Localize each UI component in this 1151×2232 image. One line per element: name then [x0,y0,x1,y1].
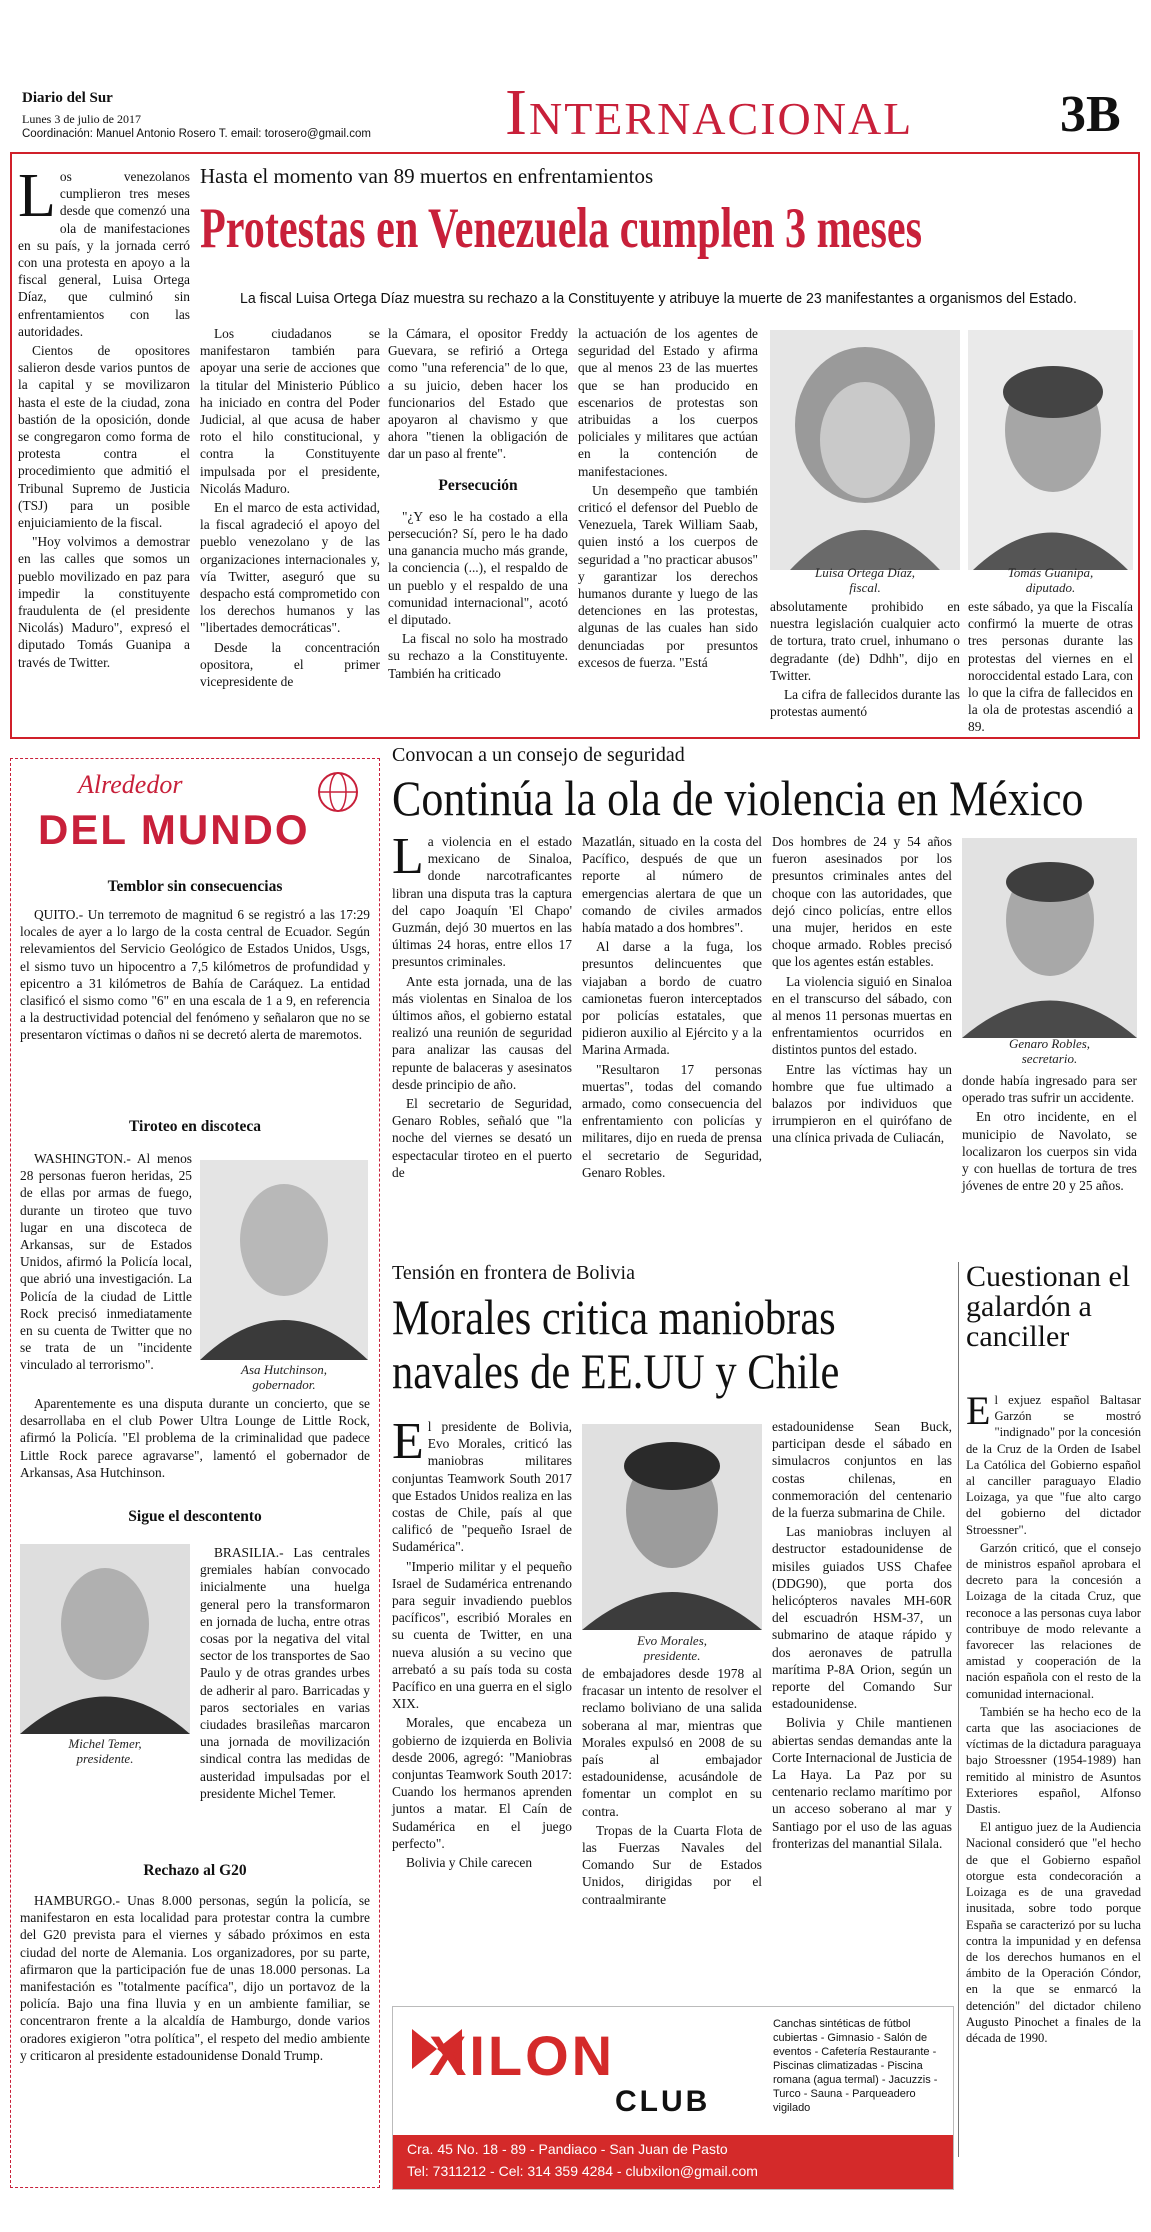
photo-genaro-robles [962,838,1137,1038]
paragraph: WASHINGTON.- Al menos 28 personas fueron heridas, 25 de ellas por armas de fuego, durante un tiroteo que tuvo lugar en una discoteca de Arkansas, sur de Estados Unidos, afirmó la Policía local, que abrió una investigación. La Policía de la ciudad de Little Rock precisó inmediatamente en su cuenta de Twitter que no se trata de un "incidente vinculado al terrorismo". [20,1151,192,1373]
mundo-s2-body [20,1150,192,1376]
bolivia-headline-line1: Morales critica maniobras [392,1289,836,1345]
venezuela-kicker: Hasta el momento van 89 muertos en enfrentamientos [200,164,654,188]
mexico-col2 [582,833,762,1183]
dropcap: L [392,828,424,885]
portrait-man-icon [962,838,1137,1038]
paragraph: Garzón criticó, que el consejo de ministros español aprobara el decreto para la concesión a Loizaga de la citada Cruz, que reconoce a las personas cuya labor contribuye de modo relevante a favorecer las relaciones de amistad y cooperación de la nación española con el resto de la comunidad internacional. [966,1540,1141,1701]
page-number: 3B [1060,86,1121,143]
venezuela-col3 [388,325,568,684]
dropcap: E [966,1388,991,1433]
paragraph: BRASILIA.- Las centrales gremiales habían convocado inicialmente una huelga general pero la transformaron en jornada de lucha, entre otras cosas por la negativa del vital sector de los transportes de Sao Paulo y de otras grandes urbes de adherir al paro. Barricadas y paros sectoriales en varias ciudades brasileñas marcaron una jornada de movilización sindical contra las medidas de austeridad impulsadas por el presidente Michel Temer. [200,1545,370,1801]
caption-role: presidente. [643,1648,701,1663]
caption-name: Tomás Guanipa, [1007,565,1094,580]
venezuela-col4 [578,325,758,673]
caption-asa-hutchinson [200,1362,368,1392]
caption-name: Michel Temer, [68,1736,142,1751]
canciller-headline: Cuestionan el galardón a canciller [966,1260,1131,1353]
xilon-brand-sub: CLUB [615,2085,711,2118]
xilon-address-bar [393,2135,953,2189]
bolivia-kicker: Tensión en frontera de Bolivia [392,1262,635,1284]
column-rule [958,1262,959,2157]
section-title: Internacional [505,76,914,149]
paragraph: la Cámara, el opositor Freddy Guevara, se refirió a Ortega como "una referencia" de lo que, a su juicio, deben hacer los funcionarios del Estado que apoyaron al chavismo y que ahora "tienen la obligación de dar un paso al frente". [388,326,568,462]
mexico-col1 [392,828,572,1183]
coordination-line: Coordinación: Manuel Antonio Rosero T. email: torosero@gmail.com [22,128,371,140]
paragraph: "¿Y eso le ha costado a ella persecución? Sí, pero le ha dado una ganancia mucho más grande, la conciencia (...), el respaldo de un pueblo y el respaldo de una comunidad internacional", acotó el diputado. [388,508,568,628]
paragraph: l presidente de Bolivia, Evo Morales, criticó las maniobras militares conjuntas Teamwork South 2017 que Estados Unidos realiza en las costas de Chile, país al que calificó de "pequeño Israel de Sudamérica". [392,1419,572,1555]
globe-icon [316,770,360,814]
venezuela-headline: Protestas en Venezuela cumplen 3 meses [200,197,923,260]
photo-tomas-guanipa [968,330,1133,570]
venezuela-deck: La fiscal Luisa Ortega Díaz muestra su rechazo a la Constituyente y atribuye la muerte de 23 manifestantes a organismos del Estado. [240,290,1077,307]
caption-role: gobernador. [252,1377,316,1392]
caption-name: Asa Hutchinson, [241,1362,327,1377]
photo-evo-morales [582,1424,762,1630]
paragraph: El antiguo juez de la Audiencia Nacional consideró que "el hecho de que el Gobierno español otorgue esta condecoración a Loizaga es de una gravedad inusitada, sobre todo porque España se caracterizó por su lucha contra la impunidad y en defensa de los derechos humanos en el ámbito de la Operación Cóndor, en la que se enmarcó la detención" del dictador chileno Augusto Pinochet a finales de la década de 1990. [966,1820,1141,2045]
paragraph: Ante esta jornada, una de las más violentas en Sinaloa de los últimos años, el gobierno estatal realizó una reunión de seguridad para analizar las causas del repunte de balaceras y asesinatos desde principio de año. [392,973,572,1092]
paragraph: de embajadores desde 1978 al fracasar un intento de resolver el reclamo boliviano de una salida soberana al mar, mientras que Morales expulsó en 2008 de su país al embajador estadounidense, acusándole de fomentar un complot en su contra. [582,1666,762,1819]
paragraph: La cifra de fallecidos durante las protestas aumentó [770,687,960,720]
mundo-s4-title: Rechazo al G20 [143,1862,247,1879]
paragraph: este sábado, ya que la Fiscalía confirmó la muerte de otras tres personas durante las protestas del viernes en el noroccidental estado Lara, con lo que la cifra de fallecidos en la ola de protestas ascendió a 89. [968,599,1133,735]
mundo-logo-bottom: DEL MUNDO [38,806,310,853]
bolivia-col3 [772,1418,952,1854]
paragraph: Mazatlán, situado en la costa del Pacífico, después de que un reporte al número de emergencias alertara de que un comando de civiles armados había matado a dos hombres". [582,834,762,936]
venezuela-col6 [968,598,1133,738]
xilon-brand: XILON [429,2024,616,2087]
dropcap: L [18,162,56,230]
mexico-col4 [962,1072,1137,1196]
venezuela-col5 [770,598,960,722]
paragraph: HAMBURGO.- Unas 8.000 personas, según la policía, se manifestaron en esta localidad para protestar contra la cumbre del G20 prevista para el viernes y sábado próximos en esta ciudad del norte de Alemania. Los organizadores, por su parte, afirmaron que la participación fue de unas 18.000 personas. La manifestación es "totalmente pacífica", dijo un portavoz de la policía. Bajo una fina lluvia y en un ambiente familiar, se concentraron frente a la alcaldía de Hamburgo, donde varios oradores exigieron "otra política", el respeto del medio ambiente y criticaron al presidente estadounidense Donald Trump. [20,1893,370,2063]
paragraph: También se ha hecho eco de la carta que las asociaciones de víctimas de la dictadura paraguaya bajo Stroessner (1954-1989) han remitido al ministro de Asuntos Exteriores español, Alfonso Dastis. [966,1704,1141,1817]
paragraph: Un desempeño que también criticó el defensor del Pueblo de Venezuela, Tarek William Saab, quien instó a los cuerpos de seguridad a "no practicar abusos" y garantizar los derechos humanos durante y luego de las detenciones en las protestas, algunas de las cuales han sido denunciadas por presuntos excesos de fuerza. "Está [578,482,758,670]
paragraph: a violencia en el estado mexicano de Sinaloa, donde narcotraficantes libran una disputa tras la captura del capo Joaquín 'El Chapo' Guzmán, dejó 30 muertos en las últimas 24 horas, entre ellos 17 presuntos criminales. [392,834,572,970]
mundo-s4-body [20,1892,370,2066]
paragraph: absolutamente prohibido en nuestra legislación cualquier acto de tortura, trato cruel, inhumano o degradante (de) Ddhh", dijo en Twitter. [770,599,960,683]
paragraph: Cientos de opositores salieron desde varios puntos de la capital y se movilizaron hasta el este de la ciudad, zona bastión de la oposición, donde se congregaron como forma de protesta contra el procedimiento que admitió el Tribunal Supremo de Justicia (TSJ) para un posible enjuiciamiento de la fiscal. [18,343,190,531]
caption-role: diputado. [1025,580,1076,595]
paragraph: donde había ingresado para ser operado tras sufrir un accidente. [962,1073,1137,1106]
issue-date: Lunes 3 de julio de 2017 [22,112,141,126]
paragraph: os venezolanos cumplieron tres meses desde que comenzó una ola de manifestaciones en su país, y la jornada cerró con una protesta en apoyo a la fiscal general, Luisa Ortega Díaz, que culminó sin enfrentamientos con las autoridades. [18,169,190,339]
caption-genaro-robles [962,1036,1137,1066]
paragraph: "Resultaron 17 personas muertas", todas del comando armado, como consecuencia del enfrentamiento con policías y militares, dijo en rueda de prensa el secretario de Seguridad, Genaro Robles. [582,1061,762,1180]
canciller-body [966,1388,1141,2048]
venezuela-col2 [200,325,380,692]
paragraph: Entre las víctimas hay un hombre que fue ultimado a balazos por individuos que irrumpieron en el quirófano de una clínica privada de Culiacán, [772,1061,952,1146]
photo-asa-hutchinson [200,1160,368,1360]
caption-role: secretario. [1021,1051,1078,1066]
portrait-man-icon [968,330,1133,570]
photo-luisa-ortega [770,330,960,570]
portrait-man-icon [200,1160,368,1360]
xilon-services: Canchas sintéticas de fútbol cubiertas - Gimnasio - Salón de eventos - Cafetería Restaurante - Piscinas climatizadas - Piscina romana (agua termal) - Jacuzzis - Turco - Sauna - Parqueadero vigilado [773,2018,938,2114]
caption-evo-morales [582,1633,762,1663]
caption-michel-temer [20,1736,190,1766]
paragraph: Desde la concentración opositora, el primer vicepresidente de [200,639,380,690]
portrait-man-icon [582,1424,762,1630]
caption-tomas-guanipa [968,565,1133,595]
mundo-s3-body [200,1544,370,1804]
paragraph: La fiscal no solo ha mostrado su rechazo a la Constituyente. También ha criticado [388,631,568,681]
masthead-paper-name: Diario del Sur [22,90,113,106]
caption-name: Luisa Ortega Díaz, [814,565,916,580]
paragraph: Bolivia y Chile carecen [406,1855,533,1871]
caption-name: Evo Morales, [636,1633,708,1648]
caption-luisa-ortega [770,565,960,595]
mundo-logo [20,770,370,862]
paragraph: estadounidense Sean Buck, participan desde el sábado en simulacros conjuntos en las costas chilenas, en conmemoración del centenario de la fuerza submarina de Chile. [772,1419,952,1521]
bolivia-col1 [392,1413,572,1873]
bolivia-headline-line2: navales de EE.UU y Chile [392,1343,840,1399]
caption-role: presidente. [76,1751,134,1766]
xilon-address: Cra. 45 No. 18 - 89 - Pandiaco - San Juan de Pasto [407,2141,728,2157]
xilon-contact: Tel: 7311212 - Cel: 314 359 4284 - clubxilon@gmail.com [407,2163,758,2179]
paragraph: Al darse a la fuga, los presuntos delincuentes que viajaban a bordo de cuatro camionetas fueron interceptados por policías estatales, que pidieron auxilio al Ejército y a la Marina Armada. [582,939,762,1058]
caption-name: Genaro Robles, [1008,1036,1091,1051]
bolivia-col2 [582,1665,762,1910]
paragraph: Aparentemente es una disputa durante un concierto, que se desarrollaba en el club Power Ultra Lounge de Little Rock, afirmó la Policía. "El problema de la criminalidad que padece Little Rock parece agravarse", lamentó el gobernador de Arkansas, Asa Hutchinson. [20,1396,370,1480]
mexico-col3 [772,833,952,1149]
caption-role: fiscal. [849,580,881,595]
paragraph: El secretario de Seguridad, Genaro Robles, señaló que "la noche del viernes se desató un espectacular tiroteo en el puerto de [392,1096,572,1180]
venezuela-col1 [18,162,190,673]
paragraph: "Hoy volvimos a demostrar en las calles que somos un pueblo movilizado en paz para impedir la constituyente fraudulenta de (el presidente Nicolás) Maduro", expresó el diputado Tomás Guanipa a través de Twitter. [18,534,190,670]
subhead-persecucion: Persecución [438,476,518,494]
paragraph: Tropas de la Cuarta Flota de las Fuerzas Navales del Comando Sur de Estados Unidos, dirigidas por el contraalmirante [582,1822,762,1907]
paragraph: La violencia siguió en Sinaloa en el transcurso del sábado, con al menos 11 personas muertas en enfrentamientos ocurridos en distintos puntos del estado. [772,973,952,1058]
xilon-ad[interactable] [392,2006,954,2190]
paragraph: "Imperio militar y el pequeño Israel de Sudamérica entrenando para seguir invadiendo pueblos pacíficos", escribió Morales en su cuenta de Twitter, en una nueva alusión a su vecino que arrebató a su país toda su costa Pacífico en una guerra en el siglo XIX. [392,1558,572,1712]
mundo-s2-body2 [20,1395,370,1483]
mexico-kicker: Convocan a un consejo de seguridad [392,744,685,766]
paragraph: Los ciudadanos se manifestaron también para apoyar una serie de acciones que la titular del Ministerio Público ha iniciado en contra del Poder Judicial, al que acusa de haber roto el hilo constitucional, y contra la Constituyente impulsada por el presidente, Nicolás Maduro. [200,326,380,496]
mundo-s2-title: Tiroteo en discoteca [128,1118,261,1135]
paragraph: En el marco de esta actividad, la fiscal agradeció el apoyo del pueblo venezolano y de las organizaciones internacionales y, vía Twitter, aseguró que su despacho está comprometido con los derechos humanos y las "libertades democráticas". [200,500,380,636]
portrait-man-icon [20,1544,190,1734]
mundo-logo-top: Alrededor [78,770,183,799]
paragraph: Dos hombres de 24 y 54 años fueron asesinados por los presuntos criminales antes del choque con las autoridades, que dejó cinco policías, entre ellos una mujer, heridos en este choque armado. Robles precisó que los agentes están estables. [772,834,952,970]
dropcap: E [392,1413,424,1470]
portrait-woman-icon [770,330,960,570]
paragraph: la actuación de los agentes de seguridad del Estado y afirma que al menos 23 de las muertes que se han producido en escenarios de protestas son atribuidas a los cuerpos policiales y militares que actúan en la contención de manifestaciones. [578,326,758,479]
paragraph: Morales, que encabeza un gobierno de izquierda en Bolivia desde 2006, agregó: "Maniobras conjuntas Teamwork South 2017: Cuando los hermanos aprenden juntos a matar. El Caín de Sudamérica en el juego perfecto". [392,1715,572,1851]
mexico-headline: Continúa la ola de violencia en México [392,770,1084,826]
mundo-s1-title: Temblor sin consecuencias [107,878,283,895]
mundo-s3-title: Sigue el descontento [128,1508,262,1525]
paragraph: Bolivia y Chile mantienen abiertas sendas demandas ante la Corte Internacional de Justicia de La Haya. La Paz por su centenario reclamo marítimo por un acceso soberano al mar y Santiago por el uso de las aguas fronterizas del manantial Silala. [772,1715,952,1851]
paragraph: Las maniobras incluyen al destructor estadounidense de misiles guiados USS Chafee (DDG90), que porta dos helicópteros navales MH-60R del escuadrón HSM-37, un submarino de ataque rápido y dos aeronaves de patrulla marítima P-8A Orion, según un reporte del Comando Sur estadounidense. [772,1524,952,1712]
photo-michel-temer [20,1544,190,1734]
paragraph: En otro incidente, en el municipio de Navolato, se localizaron los cuerpos sin vida y con huellas de tortura de tres jóvenes de entre 20 y 25 años. [962,1109,1137,1194]
mundo-s1-body [20,906,370,1046]
paragraph: l exjuez español Baltasar Garzón se mostró "indignado" por la concesión de la Cruz de la Orden de Isabel La Católica del Gobierno español al canciller paraguayo Eladio Loizaga, ya que "fue alto cargo del gobierno del dictador Stroessner". [966,1393,1141,1537]
paragraph: QUITO.- Un terremoto de magnitud 6 se registró a las 17:29 locales de ayer a lo largo de la costa central de Ecuador. Según relevamientos del Servicio Geológico de Estados Unidos, Usgs, el sismo tuvo un hipocentro a 7,5 kilómetros de profundidad y epicentro a 31 kilómetros de Bahía de Caráquez. La entidad clasificó el sismo como "6" en una escala de 1 a 9, en referencia a la destructividad potencial del fenómeno y señalaron que no se presentaron víctimas o daños ni se decretó alerta de maremotos. [20,907,370,1043]
